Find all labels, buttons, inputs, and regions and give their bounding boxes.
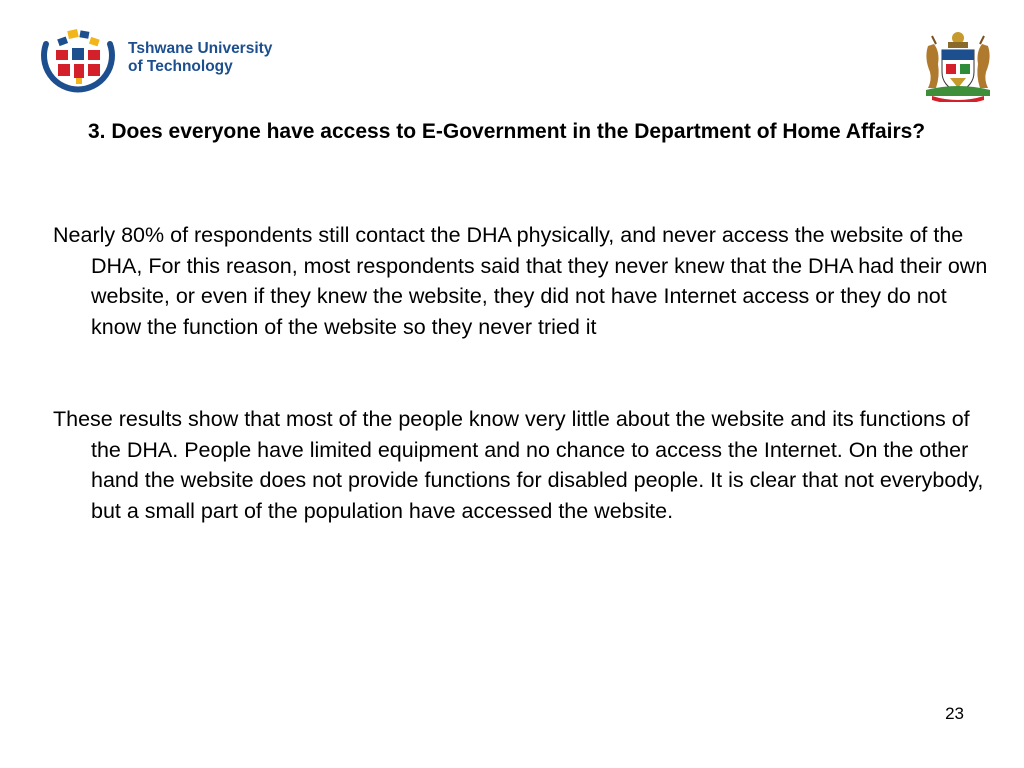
university-emblem-icon	[36, 26, 120, 96]
body-paragraph-2: These results show that most of the people know very little about the website and its functions of the DHA. People have limited equipment and no chance to access the Internet. On the other hand the website does not provide functions for disabled people. It is clear that not everybody, but a small part of the population have accessed the website.	[53, 407, 984, 523]
slide-question: 3. Does everyone have access to E-Government in the Department of Home Affairs?	[88, 120, 926, 143]
body-paragraph-1: Nearly 80% of respondents still contact the DHA physically, and never access the website of the DHA, For this reason, most respondents said that they never knew that the DHA had their own website, or even if they knew the website, they did not have Internet access or they do not know the function of the website so they never tried it	[53, 223, 988, 339]
university-name-line1: Tshwane University	[128, 40, 273, 57]
university-logo	[36, 26, 296, 96]
coat-of-arms-icon	[922, 28, 994, 102]
university-name-line2: of Technology	[128, 58, 233, 75]
university-name	[128, 40, 272, 76]
page-number: 23	[945, 704, 964, 723]
